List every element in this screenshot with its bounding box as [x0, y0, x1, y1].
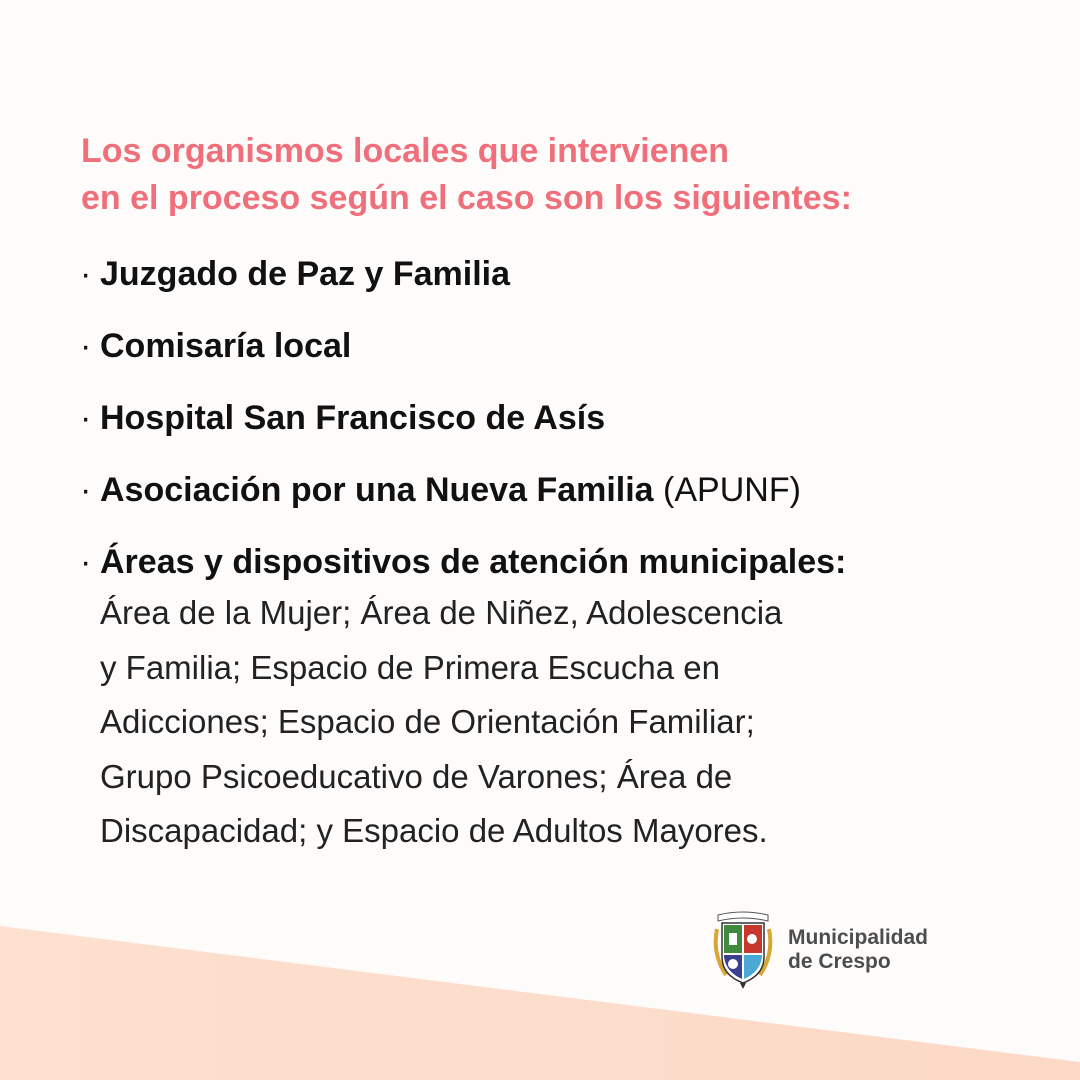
heading-line-2: en el proceso según el caso son los siguientes:	[81, 179, 852, 217]
bullet: ·	[80, 255, 92, 293]
item-detail	[80, 586, 1040, 859]
page-heading	[81, 128, 1021, 222]
detail-line: y Familia; Espacio de Primera Escucha en	[100, 648, 720, 686]
heading-line-1: Los organismos locales que intervienen	[81, 132, 730, 170]
logo-wordmark	[788, 926, 928, 974]
item-label: Juzgado de Paz y Familia	[100, 255, 511, 293]
organisms-list	[80, 250, 1040, 883]
item-label: Asociación por una Nueva Familia	[100, 471, 654, 509]
item-label: Hospital San Francisco de Asís	[100, 399, 606, 437]
crest-icon	[712, 909, 774, 991]
item-label: Áreas y dispositivos de atención municipales:	[100, 543, 847, 581]
list-item	[80, 250, 1040, 298]
bullet: ·	[80, 399, 92, 437]
detail-line: Grupo Psicoeducativo de Varones; Área de	[100, 757, 733, 795]
list-item	[80, 538, 1040, 859]
detail-line: Discapacidad; y Espacio de Adultos Mayores.	[100, 812, 768, 849]
detail-line: Área de la Mujer; Área de Niñez, Adolescencia	[100, 594, 783, 631]
list-item	[80, 466, 1040, 514]
bullet: ·	[80, 543, 92, 581]
item-suffix: (APUNF)	[653, 471, 801, 509]
detail-line: Adicciones; Espacio de Orientación Familiar;	[100, 703, 755, 740]
bullet: ·	[80, 471, 92, 509]
item-label: Comisaría local	[100, 327, 352, 365]
municipality-logo	[712, 908, 972, 992]
list-item	[80, 394, 1040, 442]
logo-line-2: de Crespo	[788, 950, 891, 973]
logo-line-1: Municipalidad	[788, 926, 929, 949]
bullet: ·	[80, 327, 92, 365]
list-item	[80, 322, 1040, 370]
